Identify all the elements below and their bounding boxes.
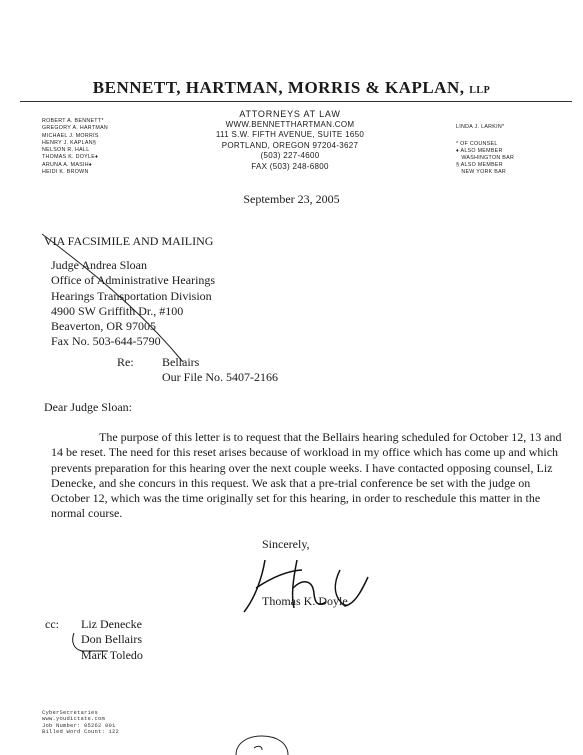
delivery-method: VIA FACSIMILE AND MAILING bbox=[44, 234, 214, 248]
firm-suffix: LLP bbox=[469, 85, 491, 96]
recipient-line: Judge Andrea Sloan bbox=[51, 258, 147, 272]
counsel-note: § ALSO MEMBER bbox=[456, 162, 503, 168]
counsel-name: LINDA J. LARKIN* bbox=[456, 124, 505, 130]
body-paragraph: The purpose of this letter is to request that the Bellairs hearing scheduled for October 12, 13 and 14 be reset. The need for this reset arises because of workload in my office which has come up and which prevents preparation for this hearing over the next couple weeks. I have contacted opposing counsel, Liz Denecke, and she concurs in this request. We ask that a pre-trial conference be set with the judge on October 12, which was the time originally set for this hearing, in order to reschedule this matter in the normal course. bbox=[51, 430, 562, 521]
cc-label: cc: bbox=[45, 617, 59, 631]
firm-name-text: BENNETT, HARTMAN, MORRIS & KAPLAN, bbox=[92, 78, 465, 97]
counsel-note: * OF COUNSEL bbox=[456, 141, 498, 147]
counsel-note: WASHINGTON BAR bbox=[456, 155, 515, 161]
page-stamp-mark bbox=[254, 746, 262, 750]
recipient-line: 4900 SW Griffith Dr., #100 bbox=[51, 303, 184, 318]
recipient-line: Fax No. 503-644-5790 bbox=[51, 334, 161, 349]
firm-fax: FAX (503) 248-6800 bbox=[251, 161, 329, 171]
firm-phone: (503) 227-4600 bbox=[260, 151, 320, 161]
partner-name: THOMAS K. DOYLE♦ bbox=[42, 154, 99, 161]
recipient-line: Beaverton, OR 97005 bbox=[51, 319, 156, 334]
partner-name: MICHAEL J. MORRIS bbox=[42, 132, 99, 139]
footer-line: Billed Word Count: 122 bbox=[42, 728, 120, 736]
footer-line: Job Number: 05262 001 bbox=[42, 721, 116, 729]
cc-recipient: Liz Denecke bbox=[81, 617, 142, 631]
signer-name: Thomas K. Doyle bbox=[262, 594, 348, 608]
firm-street: 111 S.W. FIFTH AVENUE, SUITE 1650 bbox=[215, 130, 365, 140]
firm-city: PORTLAND, OREGON 97204-3627 bbox=[221, 140, 359, 150]
pen-strike-line bbox=[42, 234, 183, 362]
letter-date: September 23, 2005 bbox=[243, 192, 340, 206]
signature-stroke bbox=[293, 582, 326, 604]
re-label: Re: bbox=[117, 355, 134, 369]
counsel-note: NEW YORK BAR bbox=[456, 169, 507, 175]
closing: Sincerely, bbox=[262, 537, 310, 551]
partner-name: NELSON R. HALL bbox=[42, 147, 90, 154]
signature-stroke bbox=[244, 560, 265, 612]
signature-stroke bbox=[335, 570, 368, 606]
re-line: Bellairs bbox=[162, 355, 200, 369]
partner-name: HEIDI K. BROWN bbox=[42, 169, 89, 176]
partner-name: GREGORY A. HARTMAN bbox=[42, 125, 109, 132]
firm-website: WWW.BENNETTHARTMAN.COM bbox=[225, 119, 355, 129]
re-line: Our File No. 5407-2166 bbox=[162, 370, 278, 385]
salutation: Dear Judge Sloan: bbox=[44, 400, 132, 414]
recipient-line: Hearings Transportation Division bbox=[51, 288, 212, 303]
partner-name: HENRY J. KAPLAN§ bbox=[42, 139, 97, 146]
cc-recipient: Don Bellairs bbox=[81, 632, 142, 647]
partner-name: ARUNA A. MASIH♦ bbox=[42, 161, 92, 168]
recipient-line: Office of Administrative Hearings bbox=[51, 273, 216, 288]
counsel-note: ♦ ALSO MEMBER bbox=[456, 148, 503, 154]
page-stamp-circle bbox=[236, 736, 288, 755]
attorneys-at-law: ATTORNEYS AT LAW bbox=[239, 109, 341, 119]
cc-check-mark bbox=[73, 633, 108, 651]
partner-name: ROBERT A. BENNETT* bbox=[42, 118, 104, 124]
footer-line: CyberSecretaries bbox=[42, 709, 99, 716]
cc-recipient: Mark Toledo bbox=[81, 647, 143, 662]
signature-stroke bbox=[293, 560, 297, 608]
footer-line: www.youdictate.com bbox=[42, 715, 106, 723]
